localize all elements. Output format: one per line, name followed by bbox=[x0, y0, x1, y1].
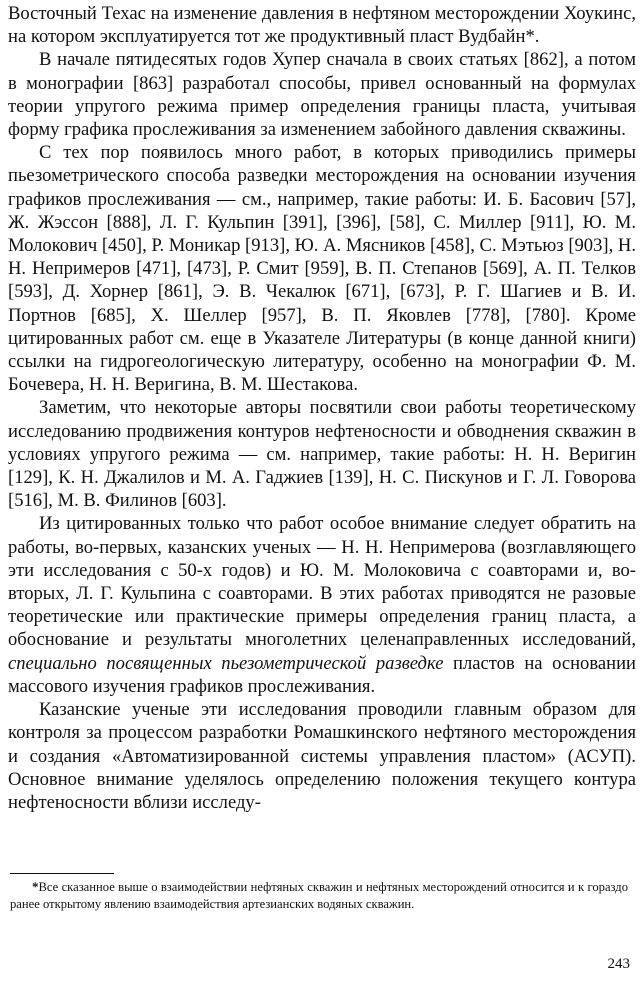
paragraph-5-text-end: пластов на основании массового изучения графиков прослеживания. bbox=[8, 652, 636, 697]
paragraph-3: С тех пор появилось много работ, в которых приводились примеры пьезометрического способа разведки месторождения на основании изучения графиков прослеживания — см., например, такие работы: И. Б. Басович [57], Ж. Жэссон [888], Л. Г. Кульпин [391], [396], [58], С. Миллер [911], Ю. М. Молокович [450], Р. Моникар [913], Ю. А. Мясников [458], С. Мэтьюз [903], Н. Н. Непримеров [471], [473], Р. Смит [959], В. П. Степанов [569], А. П. Телков [593], Д. Хорнер [861], Э. В. Чекалюк [671], [673], Р. Г. Шагиев и В. И. Портнов [685], Х. Шеллер [957], В. П. Яковлев [778], [780]. Кроме цитированных работ см. еще в Указателе Литературы (в конце данной книги) ссылки на гидрогеологическую литературу, особенно на монографии Ф. М. Бочевера, Н. Н. Веригина, В. М. Шестакова. bbox=[8, 142, 636, 396]
paragraph-1: Восточный Техас на изменение давления в нефтяном месторождении Хоукинс, на котором эксплуатируется тот же продуктивный пласт Вудбайн*. bbox=[8, 3, 636, 48]
paragraph-5-text-start: Из цитированных только что работ особое внимание следует обратить на работы, во-первых, казанских ученых — Н. Н. Непримерова (возглавляющего эти исследования с 50-х годов) и Ю. М. Молоковича с соавторами и, во-вторых, Л. Г. Кульпина с соавторами. В этих работах приводятся не разовые теоретические или практические примеры определения границ пласта, а обоснование и результаты многолетних целенаправленных исследований, bbox=[8, 513, 636, 651]
paragraph-4: Заметим, что некоторые авторы посвятили свои работы теоретическому исследованию продвижения контуров нефтеносности и обводнения скважин в условиях упругого режима — см. например, такие работы: Н. Н. Веригин [129], К. Н. Джалилов и М. А. Гаджиев [139], Н. С. Пискунов и Г. Л. Говорова [516], М. В. Филинов [603]. bbox=[8, 397, 636, 512]
footnote-text: Все сказанное выше о взаимодействии нефтяных скважин и нефтяных месторождений относится и к гораздо ранее открытому явлению взаимодействия артезианских водяных скважин. bbox=[10, 880, 628, 911]
paragraph-5-italic-phrase: специально посвященных пьезометрической разведке bbox=[8, 652, 444, 674]
paragraph-2: В начале пятидесятых годов Хупер сначала в своих статьях [862], а потом в монографии [863] разработал способы, привел основанный на формулах теории упругого режима пример определения границы пласта, учитывая форму графика прослеживания за изменением забойного давления скважины. bbox=[8, 49, 636, 141]
footnote bbox=[10, 878, 628, 913]
paragraph-5 bbox=[8, 512, 636, 698]
footnote-divider bbox=[10, 873, 114, 874]
page-body bbox=[8, 2, 636, 814]
paragraph-6: Казанские ученые эти исследования проводили главным образом для контроля за процессом разработки Ромашкинского нефтяного месторождения и создания «Автоматизированной системы управления пластом» (АСУП). Основное внимание уделялось определению положения текущего контура нефтеносности вблизи исследу- bbox=[8, 699, 636, 813]
footnote-marker: * bbox=[32, 879, 39, 894]
page-number: 243 bbox=[607, 956, 630, 972]
